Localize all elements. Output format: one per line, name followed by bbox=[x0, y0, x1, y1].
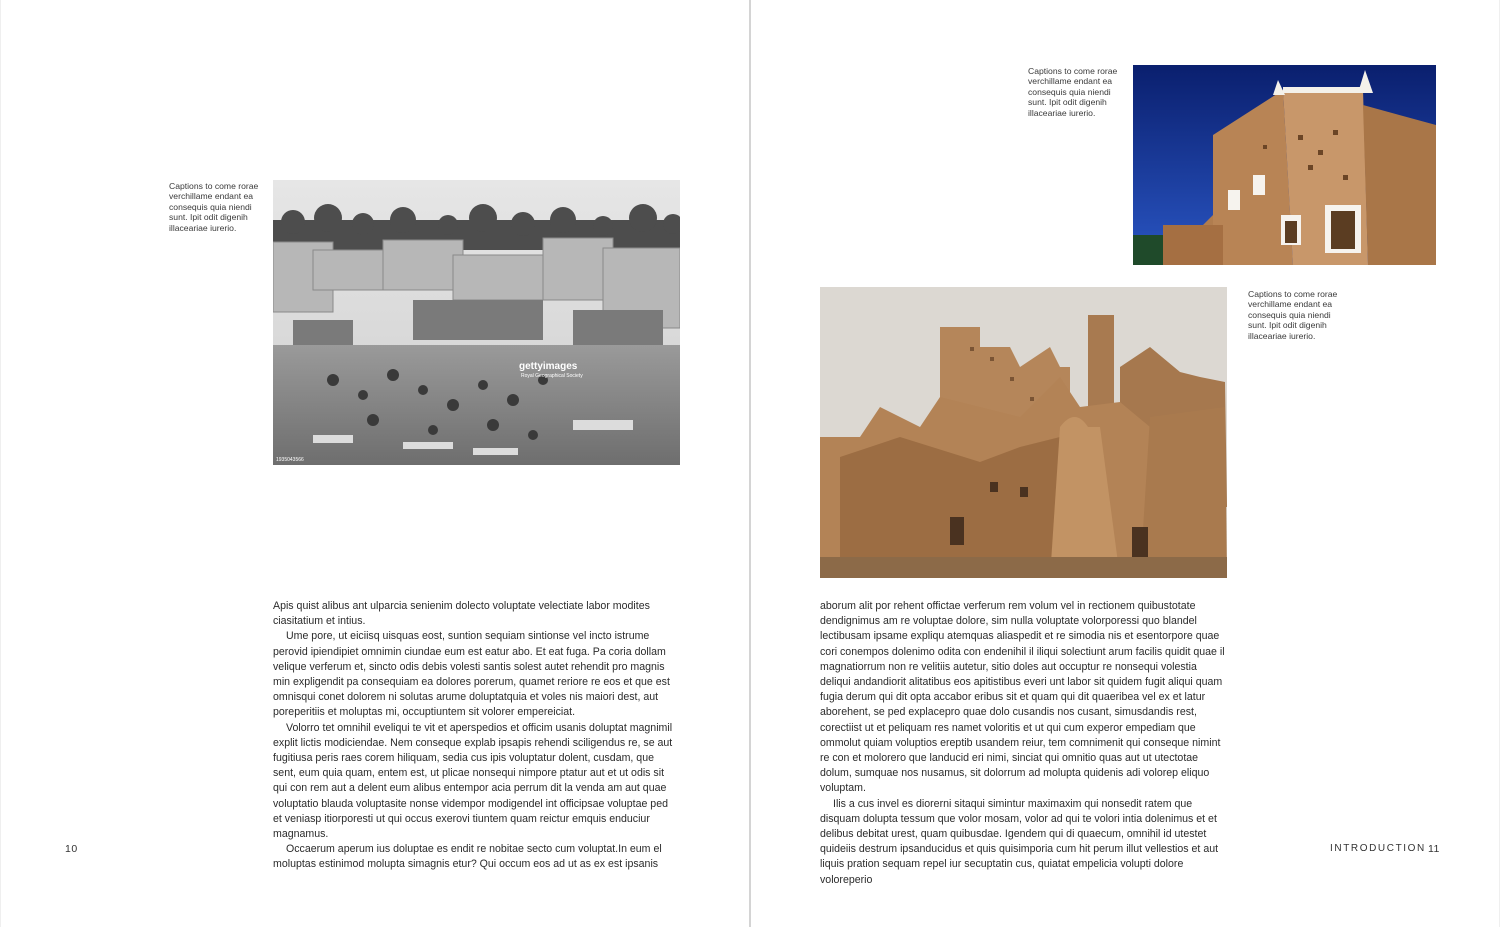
photo-credit: 1935043566 bbox=[276, 457, 304, 463]
middle-photo-caption: Captions to come rorae verchillame endant ea consequis quia niendi sunt. Ipit odit digenih illaceariae iurerio. bbox=[1248, 289, 1338, 341]
photo-watermark-sub: Royal Geographical Society bbox=[521, 373, 583, 379]
right-paragraph-2: Ilis a cus invel es diorerni sitaqui simintur maximaxim qui nonsedit ratem que disquam dolupta tessum que volor mosam, volor ad qui te volori intia dolenimus et et delibus debitat urest, quam quibusdae. Igendem qui di quaecum, omnihil id utestet quideiis destrum ipsanducidus et quis quisimporia cum hit perum illut vellestios et aut liquis pration sequam repel iur secuptatin cus, quiatat empelicia volupti dolore voloreperio bbox=[820, 797, 1219, 886]
left-paragraph-4: Occaerum aperum ius doluptae es endit re nobitae secto cum voluptat.In eum el moluptas estinimod molupta simagnis etur? Qui occum eos ad ut as ex est ipsanis bbox=[273, 843, 662, 871]
left-photo bbox=[273, 180, 680, 465]
marketplace-photo-icon bbox=[273, 180, 680, 465]
left-body-text bbox=[273, 599, 673, 873]
top-right-photo bbox=[1133, 65, 1436, 265]
left-paragraph-1: Apis quist alibus ant ulparcia senienim dolecto voluptate velectiate labor modites ciasitatium et intius. bbox=[273, 600, 650, 628]
middle-right-photo bbox=[820, 287, 1227, 578]
photo-watermark: gettyimages bbox=[519, 361, 578, 372]
left-folio: 10 bbox=[65, 843, 78, 855]
left-paragraph-2: Ume pore, ut eiciisq uisquas eost, suntion sequiam sintionse vel incto istrume perovid ipiendipiet omnimin ciundae eum est eatur abo. Et eat fuga. Pa coria dollam velique verferum et, sincto odis debis volesti santis solest autet rehendit pro magnis min expligendit pa consequiam ea dolores porerum, quamet reriore re eos et que est omnisqui conet dolorem ni solutas arume doluptatquia et voles nis maiori dest, aut poreperitiis et moluptas mi, occuptiuntem sit volorer empereiciat. bbox=[273, 630, 670, 719]
right-paragraph-1: aborum alit por rehent offictae verferum rem volum vel in rectionem quibustotate dendignimus am re voluptae dolore, sim nulla voluptate volorporessi quo blandel lectibusam ipsame expliqu atemquas aliaspedit et re simodia nis et esentorpore quae cori conempos dolenimo odita con endenihil il iliqui solectiunt arum facilis quidit quae il magnatiorrum non re velitiis autetur, sitio doles aut occuptur re nonsequi volestia deliqui andandiorit alitatibus eos apitistibus everi unt labor sit quidem fugit aliqui quam fugia derum qui dit opta accabor eribus sit et quam qui dit quaeribea vel ex et latur aborehent, se ped explacepro quae dolo cusandis nos cusant, simusdandis rest, corectiist ut et peliquam res namet voloritis et ut qui cum experor empediam que ommolut quiam voluptios ereptib usandem reiur, tem comnimenit qui conseque nimint re con et molorero que landucid eri nimi, sinciat qui omnitio quas aut ut utectotae dolum, sumquae nos nusamus, sit dolorrum ad molupta quidenis adi volorep eliquo voluptam. bbox=[820, 600, 1225, 795]
running-head: INTRODUCTION bbox=[1330, 843, 1426, 854]
right-body-text bbox=[820, 599, 1227, 888]
spine-gutter bbox=[749, 0, 751, 927]
left-page-edge bbox=[0, 0, 1, 927]
left-photo-caption: Captions to come rorae verchillame endant ea consequis quia niendi sunt. Ipit odit digenih illaceariae iurerio. bbox=[169, 181, 259, 233]
right-folio: 11 bbox=[1428, 843, 1440, 855]
mud-ruins-photo-icon bbox=[820, 287, 1227, 578]
top-photo-caption: Captions to come rorae verchillame endant ea consequis quia niendi sunt. Ipit odit digenih illaceariae iurerio. bbox=[1028, 66, 1118, 118]
left-paragraph-3: Volorro tet omnihil eveliqui te vit et aperspedios et officim usanis doluptat magnimil explit lictis modiciendae. Nem conseque explab ipsapis rehendi sciligendus re, se aut fugitiusa peris raes corem hiliquam, sedia cus ipis voluptatur dolent, cusdam, que sent, eum quia quam, entem est, ut plicae nonsequi nimpore ptatur aut et ut odis sit qui con rem aut a delent eum alibus entempor acia perrum dit la venda am aut quae voluptatio blauda voluptasite nonse vidempor modigendel int officipsae voluptae ped et veniasp itiorporesti ut qui occus exerovi tiuntem quam reictur emquis enduciur magnamus. bbox=[273, 721, 673, 841]
mud-tower-photo-icon bbox=[1133, 65, 1436, 265]
